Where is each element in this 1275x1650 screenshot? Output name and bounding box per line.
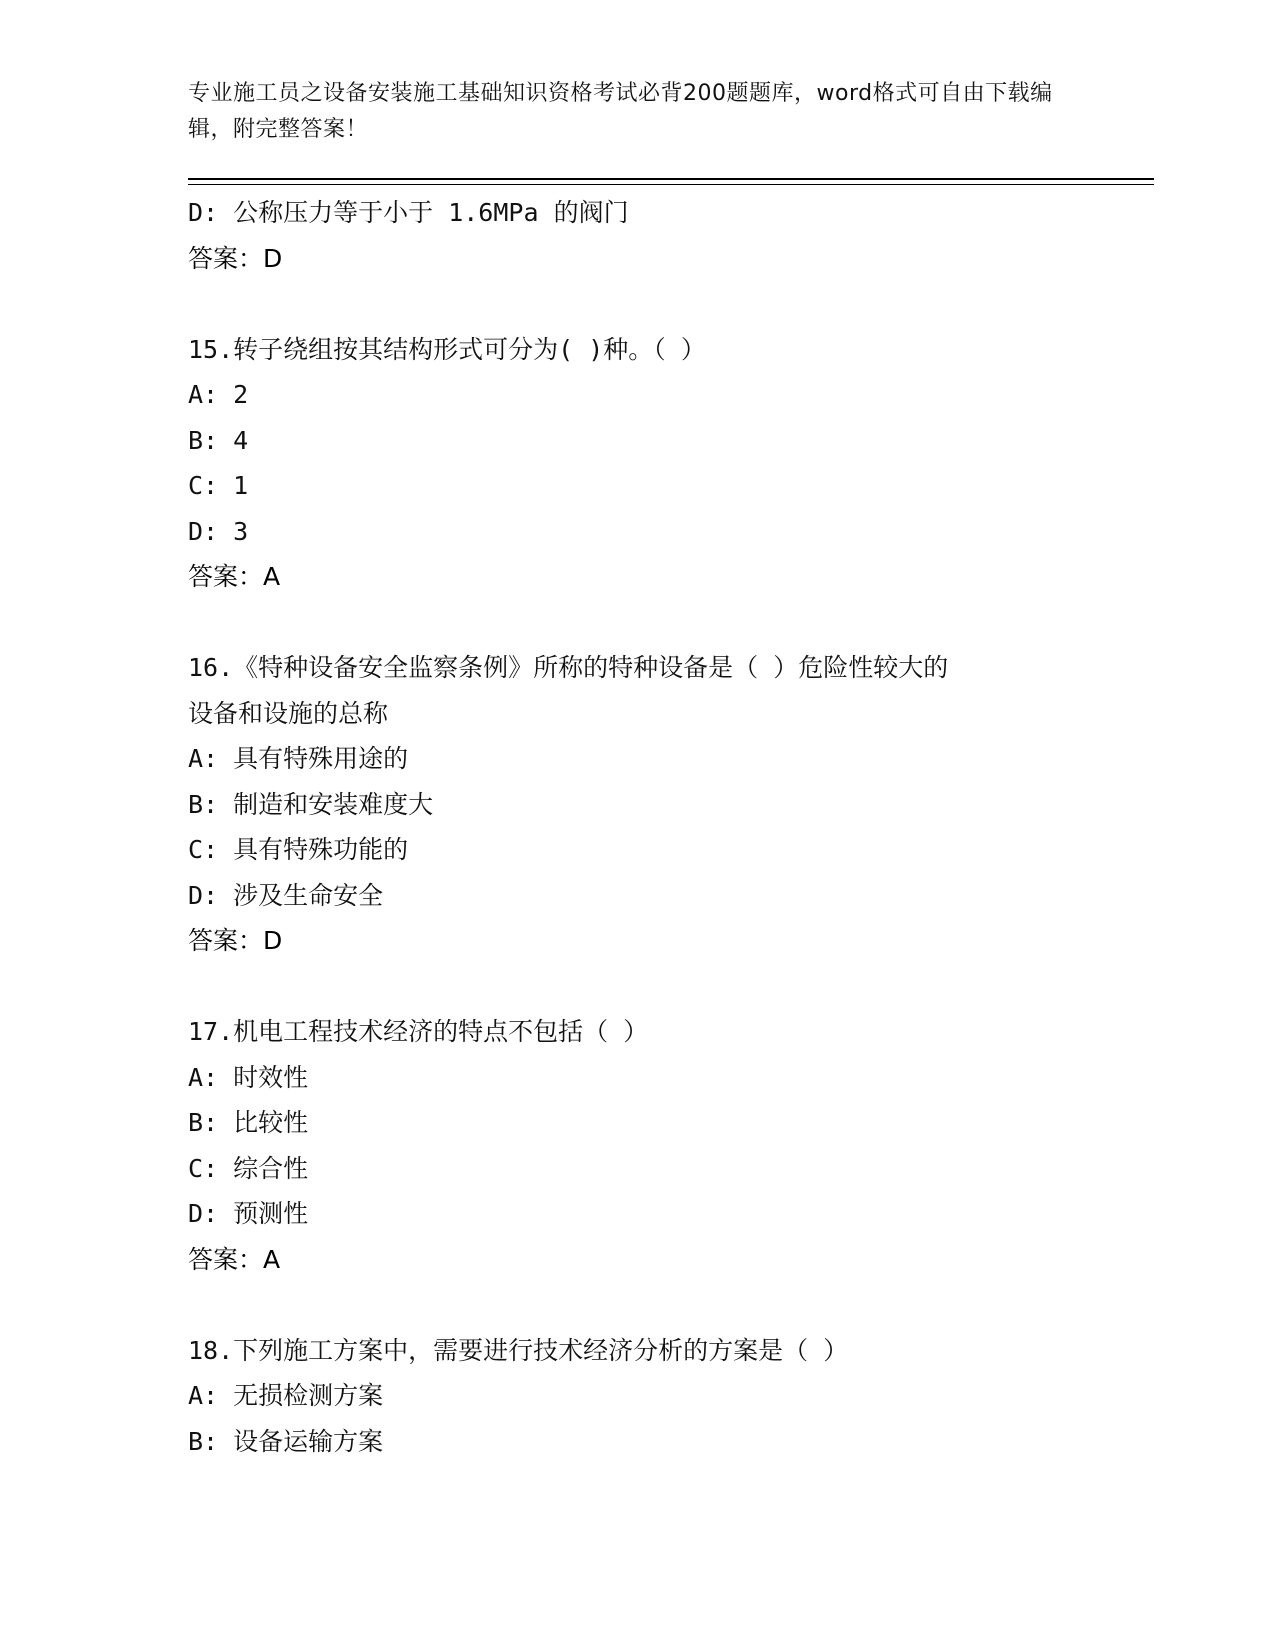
question-15-answer: 答案：A [188,562,281,591]
question-17-option-a: A: 时效性 [188,1062,309,1092]
question-15-option-a: A: 2 [188,380,249,409]
question-17-answer: 答案：A [188,1244,281,1274]
question-16-stem-line-2 [188,691,1088,737]
question-16-answer: 答案：D [188,926,283,955]
question-17-stem: 17.机电工程技术经济的特点不包括（ ） [188,1017,649,1046]
document-header: 专业施工员之设备安装施工基础知识资格考试必背200题题库，word格式可自由下载编辑，附完整答案！ [188,81,1053,142]
header-divider-thick [188,178,1154,180]
question-14-option-d: D: 公称压力等于小于 1.6MPa 的阀门 [188,198,629,227]
question-18-option-a: A: 无损检测方案 [188,1381,384,1410]
spacer [188,1282,1088,1328]
question-16-option-b: B: 制造和安装难度大 [188,789,434,819]
question-17-option-c: C: 综合性 [188,1153,309,1183]
question-16-option-d: D: 涉及生命安全 [188,880,384,910]
question-18-option-b: B: 设备运输方案 [188,1426,384,1456]
question-16-stem-part-2: 设备和设施的总称 [188,698,389,728]
header-divider-thin [188,184,1154,185]
question-14-answer: 答案：D [188,243,283,273]
question-16-stem-part-1: 16.《特种设备安全监察条例》所称的特种设备是（ ）危险性较大的 [188,653,949,682]
question-list [188,190,1088,1464]
question-16-stem-line-1 [188,645,1088,691]
question-15-option-b: B: 4 [188,425,249,455]
question-18-stem: 18.下列施工方案中，需要进行技术经济分析的方案是（ ） [188,1335,849,1365]
spacer [188,600,1088,646]
question-17-option-b: B: 比较性 [188,1108,309,1137]
question-16-option-c: C: 具有特殊功能的 [188,835,409,864]
question-15-option-d: D: 3 [188,516,249,546]
question-15-stem: 15.转子绕组按其结构形式可分为( )种。（ ） [188,334,706,364]
question-16-option-a: A: 具有特殊用途的 [188,744,409,773]
spacer [188,964,1088,1010]
question-15-option-c: C: 1 [188,471,249,500]
spacer [188,281,1088,327]
question-17-option-d: D: 预测性 [188,1199,309,1228]
